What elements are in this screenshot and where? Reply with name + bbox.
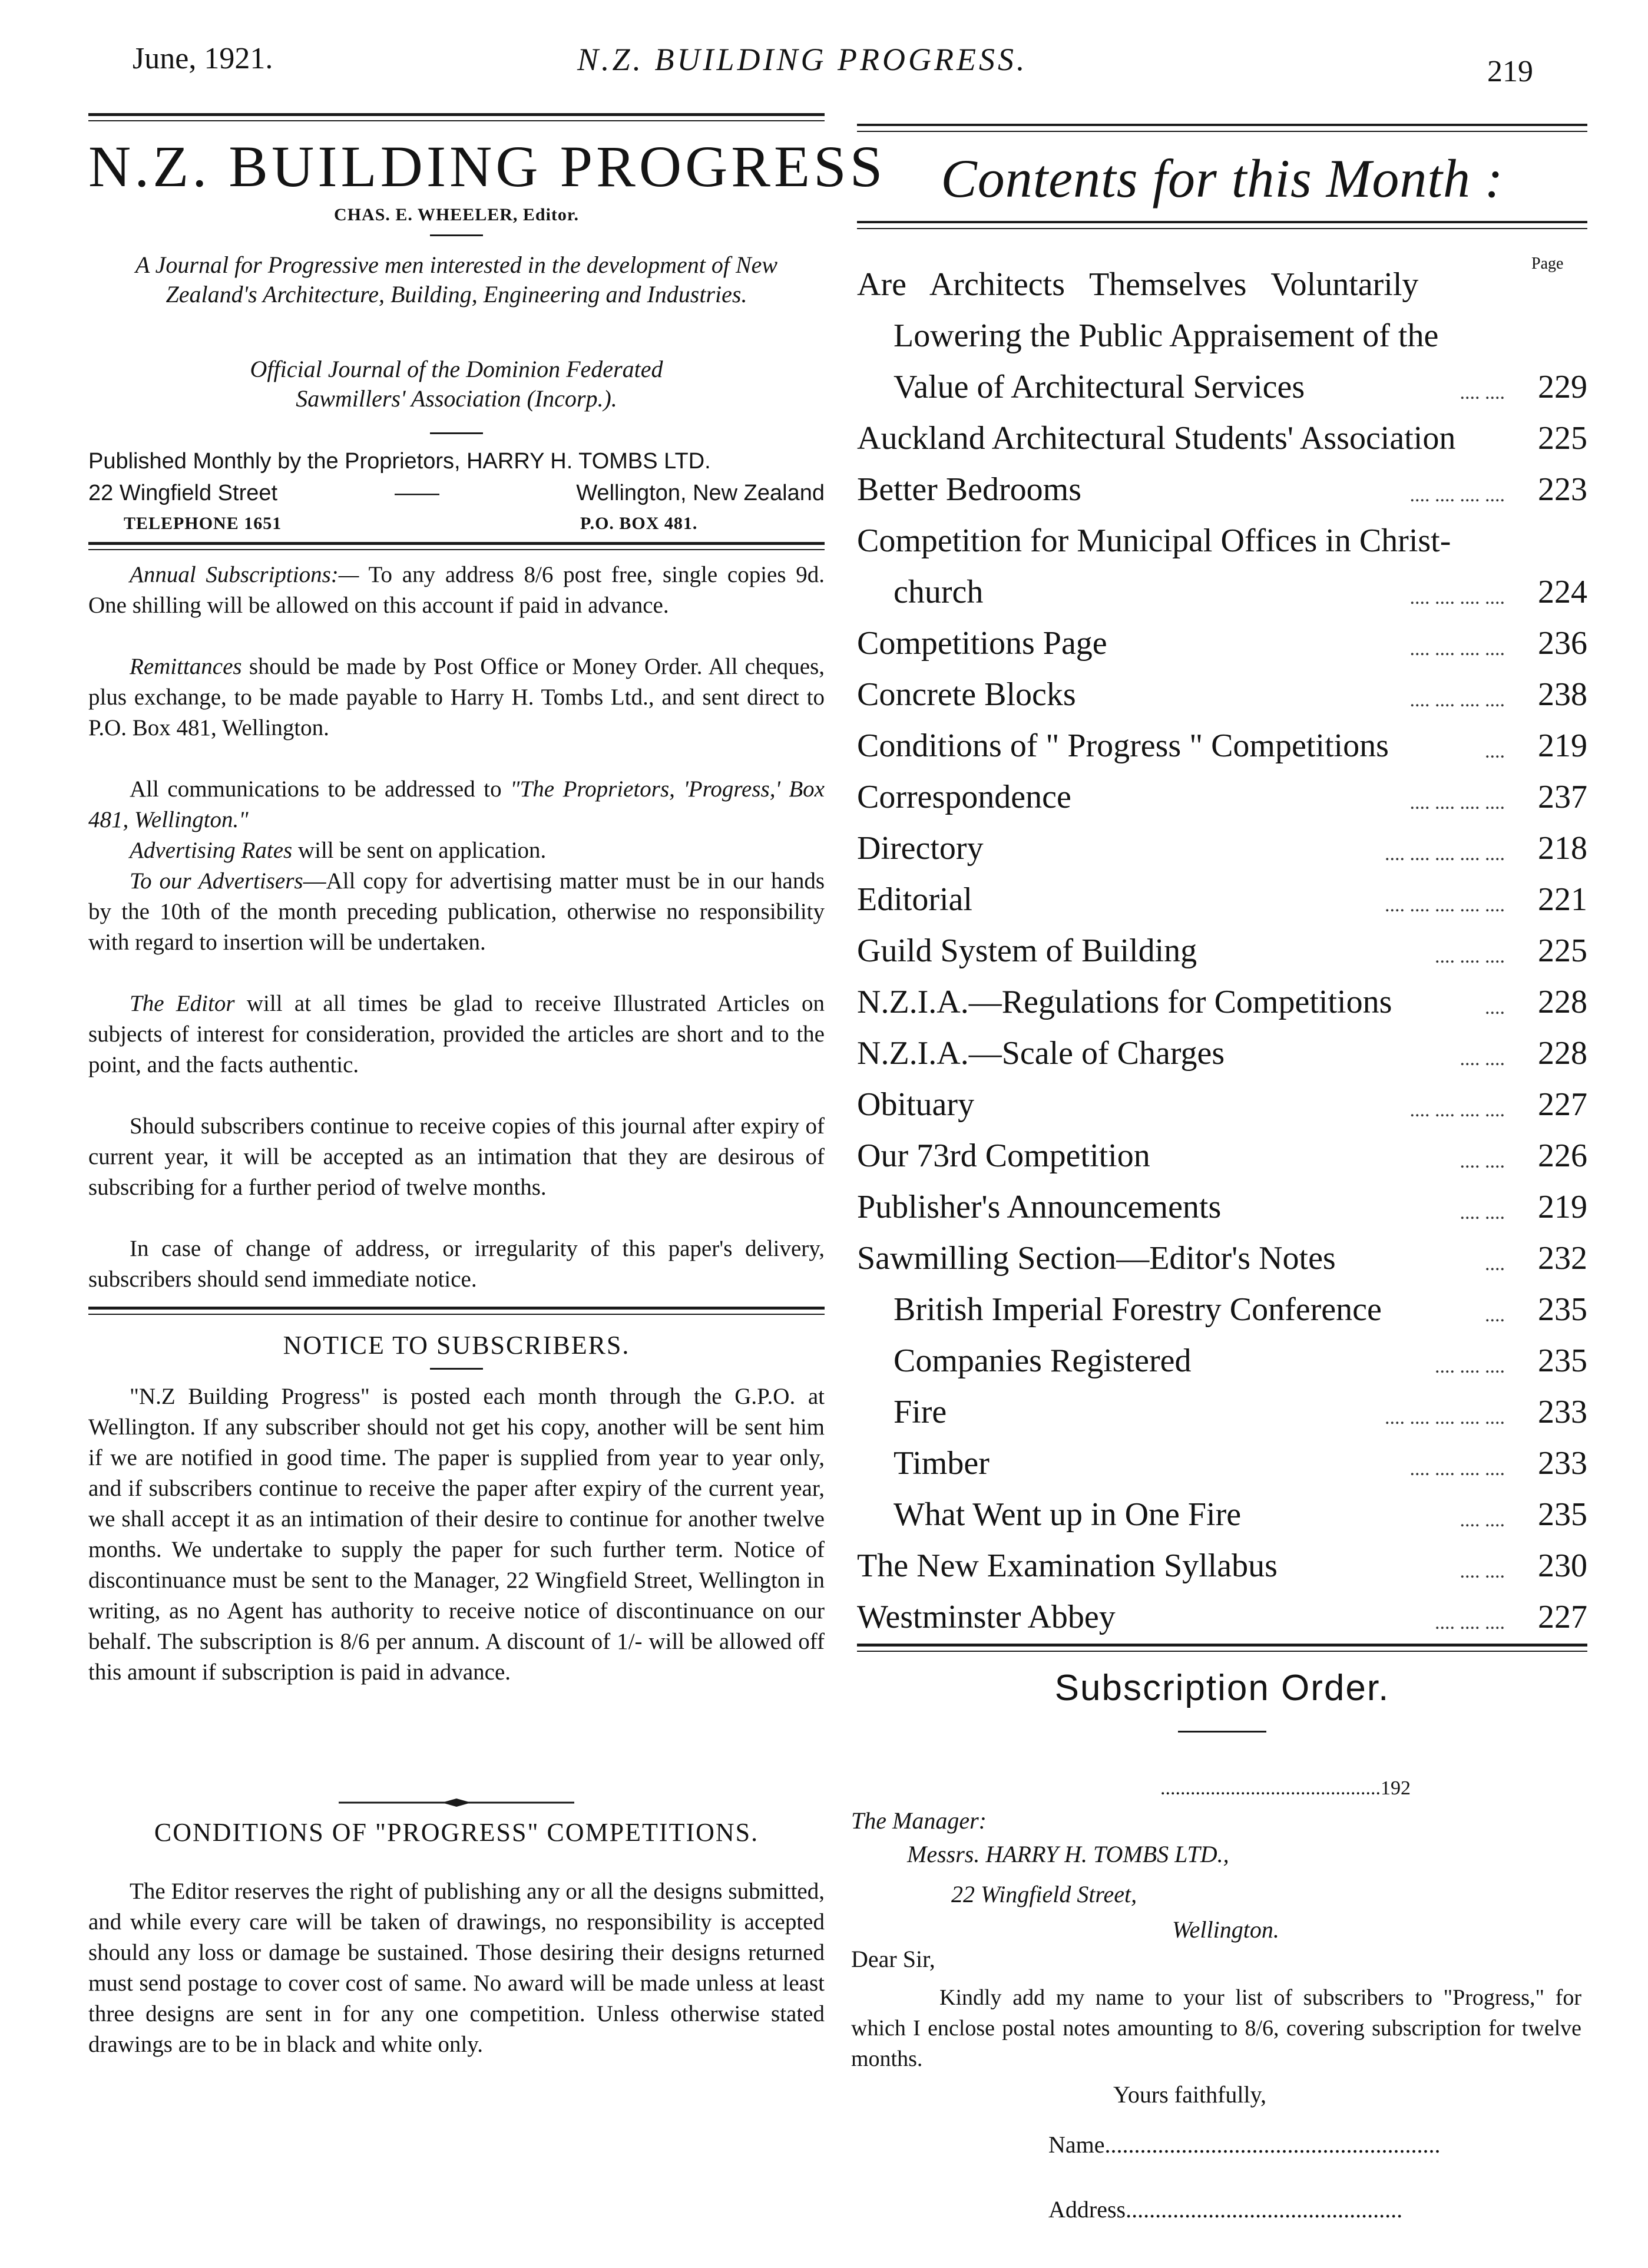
closing: Yours faithfully, (1113, 2081, 1267, 2108)
annual-subscriptions-label: Annual Subscriptions:— (130, 562, 359, 587)
advertising-text: will be sent on application. (292, 838, 547, 863)
contents-entry-title: Timber (894, 1445, 990, 1482)
contents-entry-title: Concrete Blocks (857, 676, 1076, 713)
change-of-address-text: In case of change of address, or irregularity of this paper's delivery, subscribers should send immediate notice. (88, 1236, 825, 1292)
contents-entry-title: Westminster Abbey (857, 1599, 1116, 1635)
contents-top-rule-thin (857, 131, 1587, 132)
subscription-top-rule (857, 1644, 1587, 1647)
contents-entry-title: church (894, 574, 984, 610)
page-number: 219 (1487, 55, 1533, 88)
header-journal-title: N.Z. BUILDING PROGRESS. (577, 42, 1028, 77)
firm-line: Messrs. HARRY H. TOMBS LTD., (907, 1841, 1229, 1867)
contents-entry-leader: .... .... .... .... .... (1385, 1407, 1505, 1429)
contents-entry-page: 227 (1538, 1086, 1587, 1123)
salutation: Dear Sir, (851, 1946, 935, 1972)
contents-entry-leader: .... .... (1460, 1048, 1505, 1070)
contents-entry-page: 233 (1538, 1445, 1587, 1482)
journal-description: A Journal for Progressive men interested in the development of New Zealand's Architecture, Building, Engineering and Industries. (135, 252, 778, 308)
contents-entry-title: N.Z.I.A.—Regulations for Competitions (857, 984, 1392, 1020)
subscribers-renewal (88, 1111, 825, 1203)
contents-entry-title: Publisher's Announcements (857, 1189, 1222, 1225)
contents-entry-leader: .... .... (1460, 1561, 1505, 1582)
remittances (88, 652, 825, 743)
subscription-top-rule-thin (857, 1651, 1587, 1652)
contents-entry-leader: .... (1485, 1304, 1505, 1326)
conditions-text: The Editor reserves the right of publishing any or all the designs submitted, and while every care will be taken of drawings, no responsibility is accepted should any loss or damage be sustained. Those desiring their designs returned must send postage to cover cost of same. No award will be made unless at least three designs are sent in for any one competition. Unless otherwise stated drawings are to be in black and white only. (88, 1879, 825, 2057)
advertising-rates (88, 835, 825, 866)
conditions-body (88, 1876, 825, 2060)
editor-credit: CHAS. E. WHEELER, Editor. (334, 205, 579, 224)
subscribers-renewal-text: Should subscribers continue to receive copies of this journal after expiry of current year, it will be accepted as an intimation that they are desirous of subscribing for a further period of twelve months. (88, 1113, 825, 1200)
annual-subscriptions-text: To any address 8/6 post free, single copies 9d. One shilling will be allowed on this account if paid in advance. (88, 562, 825, 618)
contents-entry-page: 221 (1538, 881, 1587, 918)
contents-entry-leader: .... .... (1460, 1202, 1505, 1224)
contents-entry-page: 232 (1538, 1240, 1587, 1277)
editor-label: The Editor (130, 991, 235, 1016)
contents-entry-leader: .... .... (1460, 382, 1505, 404)
manager-line: The Manager: (851, 1807, 987, 1834)
contents-bottom-rule-thin (857, 228, 1587, 229)
advertisers-label: To our Advertisers (130, 868, 303, 894)
masthead-title: N.Z. BUILDING PROGRESS (88, 134, 886, 199)
address-dash: —— (395, 481, 439, 505)
official-journal-note: Official Journal of the Dominion Federated Sawmillers' Association (Incorp.). (250, 356, 663, 412)
contents-entry-title: Competitions Page (857, 625, 1107, 662)
contents-entry-page: 225 (1538, 933, 1587, 969)
name-line[interactable]: Name......................................................... (1048, 2131, 1441, 2158)
contents-entry-leader: .... .... .... (1435, 945, 1505, 967)
contents-entry-page: 218 (1538, 830, 1587, 867)
contents-entry-title: N.Z.I.A.—Scale of Charges (857, 1035, 1225, 1072)
contents-entry-leader: .... .... .... .... (1409, 587, 1505, 609)
contents-entry-page: 224 (1538, 574, 1587, 610)
editor-note (88, 988, 825, 1080)
contents-entry-leader: .... (1485, 1253, 1505, 1275)
subscription-divider (1178, 1731, 1266, 1733)
contents-entry-title-part: Competition for Municipal Offices in Christ- (857, 523, 1451, 559)
contents-entry-page: 219 (1538, 1189, 1587, 1225)
street-line: 22 Wingfield Street, (951, 1881, 1137, 1907)
telephone: TELEPHONE 1651 (124, 514, 282, 533)
notice-top-rule-thin (88, 1314, 825, 1315)
conditions-heading: CONDITIONS OF "PROGRESS" COMPETITIONS. (154, 1818, 759, 1847)
contents-entry-page: 236 (1538, 625, 1587, 662)
address-line-field[interactable]: Address............................................... (1048, 2196, 1403, 2223)
contents-entry-title: Better Bedrooms (857, 471, 1082, 508)
contents-entry-leader: .... .... (1460, 1150, 1505, 1172)
contents-entry-page: 229 (1538, 369, 1587, 405)
masthead-top-rule-thin (88, 120, 825, 121)
contents-entry-title-part: Lowering the Public Appraisement of the (894, 318, 1439, 354)
contents-entry-page: 237 (1538, 779, 1587, 815)
notice-text: "N.Z Building Progress" is posted each month through the G.P.O. at Wellington. If any subscriber should not get his copy, another will be sent him if we are notified in good time. The paper is supplied from year to year only, and if subscribers continue to receive the paper after expiry of the current year, we shall accept it as an intimation of their desire to continue for another twelve months. We undertake to supply the paper for such further term. Notice of discontinuance must be sent to the Manager, 22 Wingfield Street, Wellington in writing, as no Agent has authority to receive notice of discontinuance on our behalf. The subscription is 8/6 per annum. A discount of 1/- will be allowed off this amount if subscription is paid in advance. (88, 1384, 825, 1685)
contents-entry-title: What Went up in One Fire (894, 1496, 1242, 1533)
contents-entry-page: 226 (1538, 1138, 1587, 1174)
contents-entry-leader: .... .... .... .... .... (1385, 843, 1505, 865)
contents-entry-page: 225 (1538, 420, 1587, 457)
contents-entry-title: Correspondence (857, 779, 1071, 815)
notice-heading: NOTICE TO SUBSCRIBERS. (283, 1331, 630, 1360)
contents-entry-title: Sawmilling Section—Editor's Notes (857, 1240, 1336, 1277)
contents-entry-title: Editorial (857, 881, 972, 918)
contents-entry-title: British Imperial Forestry Conference (894, 1291, 1382, 1328)
contents-entry-leader: .... .... .... .... (1409, 1458, 1505, 1480)
info-top-rule (88, 542, 825, 545)
contents-title: Contents for this Month : (941, 148, 1504, 209)
contents-entry-leader: .... .... (1460, 1509, 1505, 1531)
contents-entry-leader: .... .... .... (1435, 1612, 1505, 1634)
address-street: 22 Wingfield Street (88, 481, 278, 505)
notice-body (88, 1381, 825, 1688)
contents-entry-page: 230 (1538, 1548, 1587, 1584)
contents-entry-leader: .... .... .... .... (1409, 792, 1505, 814)
contents-entry-title: Guild System of Building (857, 933, 1197, 969)
contents-entry-title: The New Examination Syllabus (857, 1548, 1278, 1584)
contents-entry-leader: .... .... .... .... (1409, 689, 1505, 711)
contents-entry-title: Companies Registered (894, 1343, 1192, 1379)
subscription-date-line: ............................................192 (1160, 1777, 1411, 1799)
contents-entry-leader: .... .... .... .... (1409, 484, 1505, 506)
contents-entry-title: Our 73rd Competition (857, 1138, 1150, 1174)
contents-entry-page: 227 (1538, 1599, 1587, 1635)
address-city: Wellington, New Zealand (576, 481, 825, 505)
notice-divider (430, 1368, 483, 1370)
advertisers-text: —All copy for advertising matter must be in our hands by the 10th of the month preceding publication, otherwise no responsibility with regard to insertion will be undertaken. (88, 868, 825, 955)
contents-entry-page: 235 (1538, 1291, 1587, 1328)
notice-top-rule (88, 1307, 825, 1310)
info-top-rule-thin (88, 549, 825, 550)
contents-entry-page: 228 (1538, 1035, 1587, 1072)
editor-divider (430, 234, 483, 236)
contents-entry-title-part: Are Architects Themselves Voluntarily (857, 266, 1419, 303)
city-line: Wellington. (1172, 1916, 1279, 1943)
contents-entry-leader: .... (1485, 997, 1505, 1019)
contents-entry-title: Auckland Architectural Students' Association (857, 420, 1456, 457)
contents-entry-leader: .... .... .... .... (1409, 1099, 1505, 1121)
page-column-label: Page (1531, 254, 1564, 273)
contents-top-rule (857, 124, 1587, 126)
subscription-body: Kindly add my name to your list of subscribers to "Progress," for which I enclose postal notes amounting to 8/6, covering subscription for twelve months. (851, 1985, 1581, 2071)
contents-entry-page: 235 (1538, 1343, 1587, 1379)
ornament-divider (339, 1797, 574, 1809)
po-box: P.O. BOX 481. (580, 514, 698, 533)
contents-entry-title: Obituary (857, 1086, 975, 1123)
communications-address: "The Proprietors, 'Progress,' Box 481, Wellington." (88, 776, 825, 832)
change-of-address (88, 1234, 825, 1295)
contents-entry-leader: .... .... .... (1435, 1355, 1505, 1377)
communications-text: All communications to be addressed to (130, 776, 511, 802)
contents-entry-title: Directory (857, 830, 984, 867)
contents-entry-page: 223 (1538, 471, 1587, 508)
masthead-top-rule (88, 113, 825, 116)
contents-entry-title: Value of Architectural Services (894, 369, 1305, 405)
contents-entry-page: 238 (1538, 676, 1587, 713)
annual-subscriptions (88, 560, 825, 621)
to-advertisers (88, 866, 825, 958)
contents-entry-title: Conditions of " Progress " Competitions (857, 728, 1389, 764)
contents-entry-page: 233 (1538, 1394, 1587, 1430)
contents-entry-page: 235 (1538, 1496, 1587, 1533)
advertising-label: Advertising Rates (130, 838, 293, 863)
contents-entry-page: 219 (1538, 728, 1587, 764)
remittances-text: should be made by Post Office or Money Order. All cheques, plus exchange, to be made payable to Harry H. Tombs Ltd., and sent direct to P.O. Box 481, Wellington. (88, 654, 825, 740)
published-line-text: Published Monthly by the Proprietors, HARRY H. TOMBS LTD. (88, 449, 711, 474)
communications (88, 774, 825, 835)
header-date: June, 1921. (133, 42, 273, 75)
contents-entry-title: Fire (894, 1394, 947, 1430)
remittances-label: Remittances (130, 654, 242, 679)
publisher-divider (430, 432, 483, 434)
contents-entry-page: 228 (1538, 984, 1587, 1020)
contents-entry-leader: .... (1485, 740, 1505, 762)
subscription-title: Subscription Order. (1054, 1668, 1390, 1708)
contents-entry-leader: .... .... .... .... .... (1385, 894, 1505, 916)
contents-bottom-rule (857, 221, 1587, 223)
editor-text: will at all times be glad to receive Illustrated Articles on subjects of interest for consideration, provided the articles are short and to the point, and the facts authentic. (88, 991, 825, 1077)
contents-entry-leader: .... .... .... .... (1409, 638, 1505, 660)
